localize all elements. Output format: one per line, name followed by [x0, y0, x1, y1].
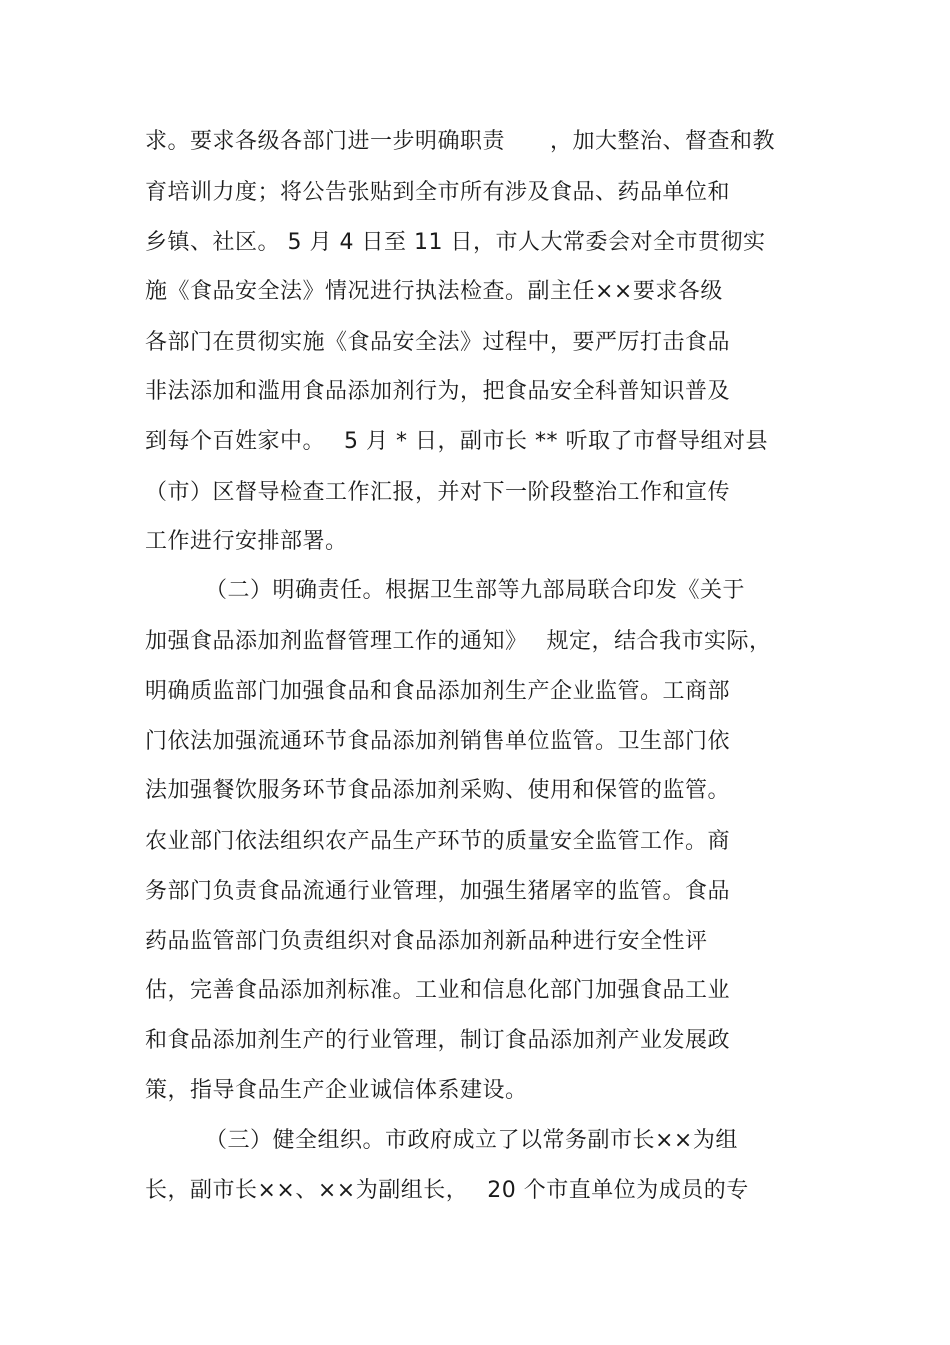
paragraph-heading-line: （三）健全组织。市政府成立了以常务副市长××为组: [205, 1128, 738, 1153]
text-line: 法加强餐饮服务环节食品添加剂采购、使用和保管的监管。: [145, 778, 731, 803]
text-line: 各部门在贯彻实施《食品安全法》过程中，要严厉打击食品: [145, 330, 731, 355]
text-line: 策，指导食品生产企业诚信体系建设。: [145, 1078, 528, 1103]
text-line: 求。要求各级各部门进一步明确职责 ，加大整治、督查和教: [145, 129, 776, 154]
text-line: 加强食品添加剂监督管理工作的通知》 规定，结合我市实际，: [145, 629, 772, 654]
text-line: 乡镇、社区。 5 月 4 日至 11 日，市人大常委会对全市贯彻实: [145, 230, 766, 255]
text-line: 务部门负责食品流通行业管理，加强生猪屠宰的监管。食品: [145, 879, 731, 904]
text-line: 和食品添加剂生产的行业管理，制订食品添加剂产业发展政: [145, 1028, 731, 1053]
text-line: 门依法加强流通环节食品添加剂销售单位监管。卫生部门依: [145, 729, 731, 754]
text-line: 长，副市长××、××为副组长， 20 个市直单位为成员的专: [145, 1178, 749, 1203]
paragraph-heading-line: （二）明确责任。根据卫生部等九部局联合印发《关于: [205, 578, 746, 603]
text-line: 施《食品安全法》情况进行执法检查。副主任××要求各级: [145, 279, 723, 304]
text-line: 工作进行安排部署。: [145, 529, 348, 554]
text-line: （市）区督导检查工作汇报，并对下一阶段整治工作和宣传: [145, 480, 731, 505]
text-line: 明确质监部门加强食品和食品添加剂生产企业监管。工商部: [145, 679, 731, 704]
text-line: 到每个百姓家中。 5 月 * 日，副市长 ** 听取了市督导组对县: [145, 429, 768, 454]
text-line: 非法添加和滥用食品添加剂行为，把食品安全科普知识普及: [145, 379, 731, 404]
text-line: 农业部门依法组织农产品生产环节的质量安全监管工作。商: [145, 829, 731, 854]
text-line: 育培训力度；将公告张贴到全市所有涉及食品、药品单位和: [145, 180, 731, 205]
text-line: 估，完善食品添加剂标准。工业和信息化部门加强食品工业: [145, 978, 731, 1003]
text-line: 药品监管部门负责组织对食品添加剂新品种进行安全性评: [145, 929, 708, 954]
